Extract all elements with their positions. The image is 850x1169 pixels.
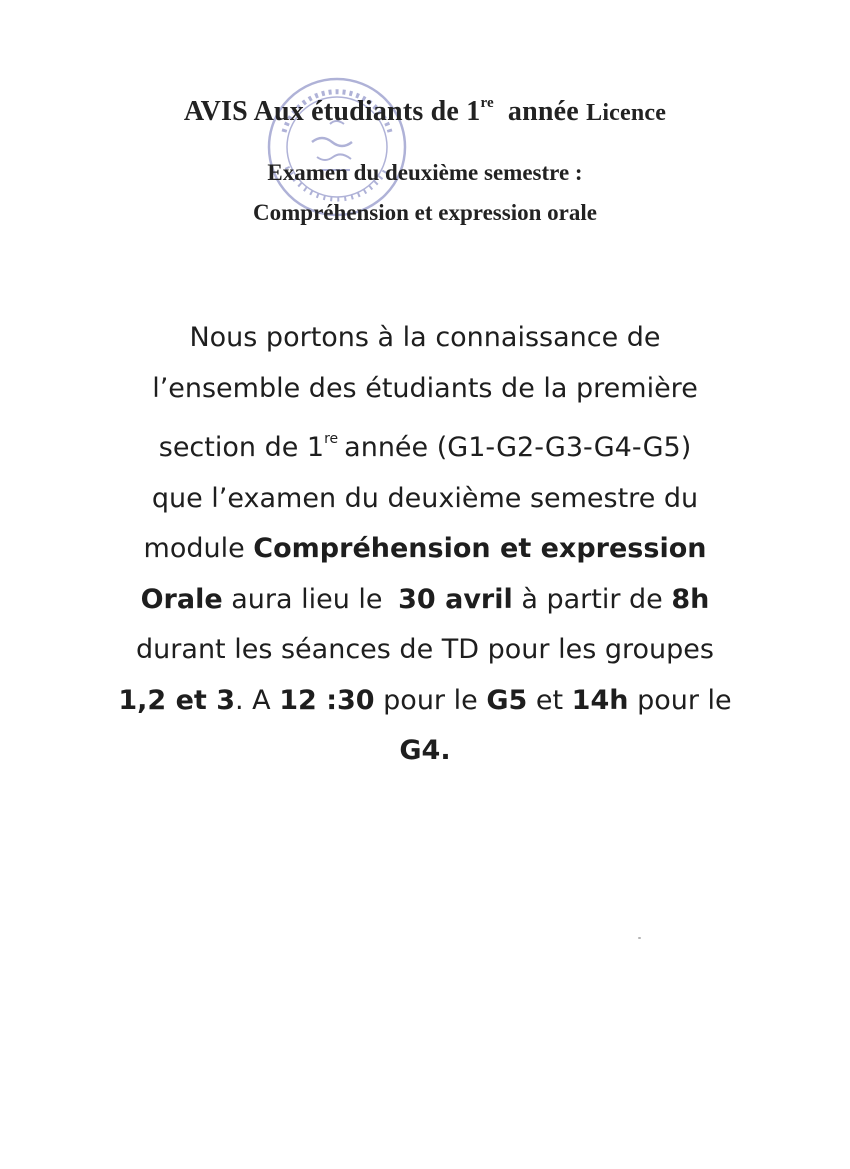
notice-line: que l’examen du deuxième semestre du xyxy=(151,482,699,514)
title-superscript: re xyxy=(480,95,494,111)
scan-speck xyxy=(638,937,641,939)
start-time: 8h xyxy=(671,583,710,615)
notice-line: Nous portons à la connaissance de xyxy=(189,322,661,353)
title-word: année xyxy=(507,96,579,127)
group-g4: G4. xyxy=(399,735,451,766)
notice-title xyxy=(0,95,850,128)
exam-subtitle: Examen du deuxième semestre : xyxy=(267,160,583,185)
notice-line: 1,2 et 3. A 12 :30 pour le G5 et 14h pour le xyxy=(118,684,732,716)
notice-line: durant les séances de TD pour les groupes xyxy=(136,634,714,665)
notice-line: module Compréhension et expression xyxy=(143,533,707,564)
notice-line: l’ensemble des étudiants de la première xyxy=(152,372,698,404)
title-main: AVIS Aux étudiants de 1 xyxy=(183,96,481,127)
notice-line: Orale aura lieu le 30 avril à partir de 8h xyxy=(140,583,710,615)
notice-line xyxy=(60,726,790,777)
exam-date: 30 avril xyxy=(398,583,513,615)
module-name: Compréhension et expression xyxy=(253,533,707,564)
module-subtitle: Compréhension et expression orale xyxy=(253,200,597,225)
notice-line: section de 1re année (G1-G2-G3-G4-G5) xyxy=(158,431,692,463)
title-licence: Licence xyxy=(586,100,667,126)
line-superscript: re xyxy=(324,431,339,447)
notice-body xyxy=(60,313,790,777)
